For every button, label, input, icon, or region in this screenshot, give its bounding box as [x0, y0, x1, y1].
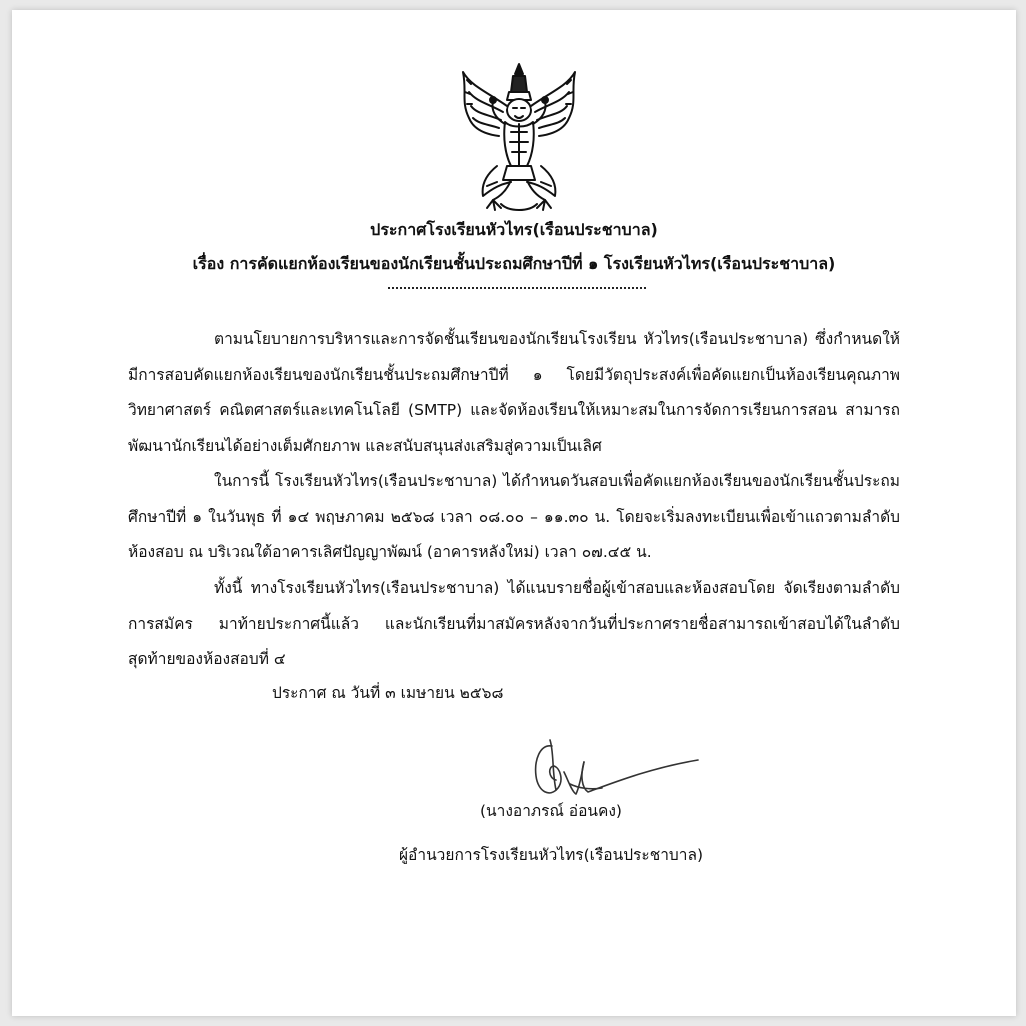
signer-position: ผู้อำนวยการโรงเรียนหัวไทร(เรือนประชาบาล) [398, 846, 704, 864]
document-page [12, 10, 1016, 1016]
body-paragraph-3: ทั้งนี้ ทางโรงเรียนหัวไทร(เรือนประชาบาล) ได้แนบรายชื่อผู้เข้าสอบและห้องสอบโดย จัดเรียงตามลำดับการสมัคร มาท้ายประกาศนี้แล้ว และนักเรียนที่มาสมัครหลังจากวันที่ประกาศรายชื่อสามารถเข้าสอบได้ในลำดับสุดท้ายของห้องสอบที่ ๔ [128, 579, 900, 668]
title-separator [388, 287, 646, 289]
body-paragraph-2: ในการนี้ โรงเรียนหัวไทร(เรือนประชาบาล) ได้กำหนดวันสอบเพื่อคัดแยกห้องเรียนของนักเรียนชั้นประถมศึกษาปีที่ ๑ ในวันพุธ ที่ ๑๔ พฤษภาคม ๒๕๖๘ เวลา ๐๘.๐๐ – ๑๑.๓๐ น. โดยจะเริ่มลงทะเบียนเพื่อเข้าแถวตามลำดับห้องสอบ ณ บริเวณใต้อาคารเลิศปัญญาพัฒน์ (อาคารหลังใหม่) เวลา ๐๗.๔๕ น. [128, 472, 900, 561]
signer-name: (นางอาภรณ์ อ่อนคง) [480, 802, 622, 820]
announcement-subject: เรื่อง การคัดแยกห้องเรียนของนักเรียนชั้นประถมศึกษาปีที่ ๑ โรงเรียนหัวไทร(เรือนประชาบาล) [192, 254, 836, 273]
garuda-emblem-icon [457, 62, 581, 214]
announcement-title: ประกาศโรงเรียนหัวไทร(เรือนประชาบาล) [370, 220, 658, 239]
body-paragraph-1: ตามนโยบายการบริหารและการจัดชั้นเรียนของนักเรียนโรงเรียน หัวไทร(เรือนประชาบาล) ซึ่งกำหนดให้มีการสอบคัดแยกห้องเรียนของนักเรียนชั้นประถมศึกษาปีที่ ๑ โดยมีวัตถุประสงค์เพื่อคัดแยกเป็นห้องเรียนคุณภาพวิทยาศาสตร์ คณิตศาสตร์และเทคโนโลยี (SMTP) และจัดห้องเรียนให้เหมาะสมในการจัดการเรียนการสอน สามารถพัฒนานักเรียนได้อย่างเต็มศักยภาพ และสนับสนุนส่งเสริมสู่ความเป็นเลิศ [128, 330, 900, 455]
handwritten-signature [530, 732, 700, 804]
announcement-date: ประกาศ ณ วันที่ ๓ เมษายน ๒๕๖๘ [272, 684, 504, 702]
